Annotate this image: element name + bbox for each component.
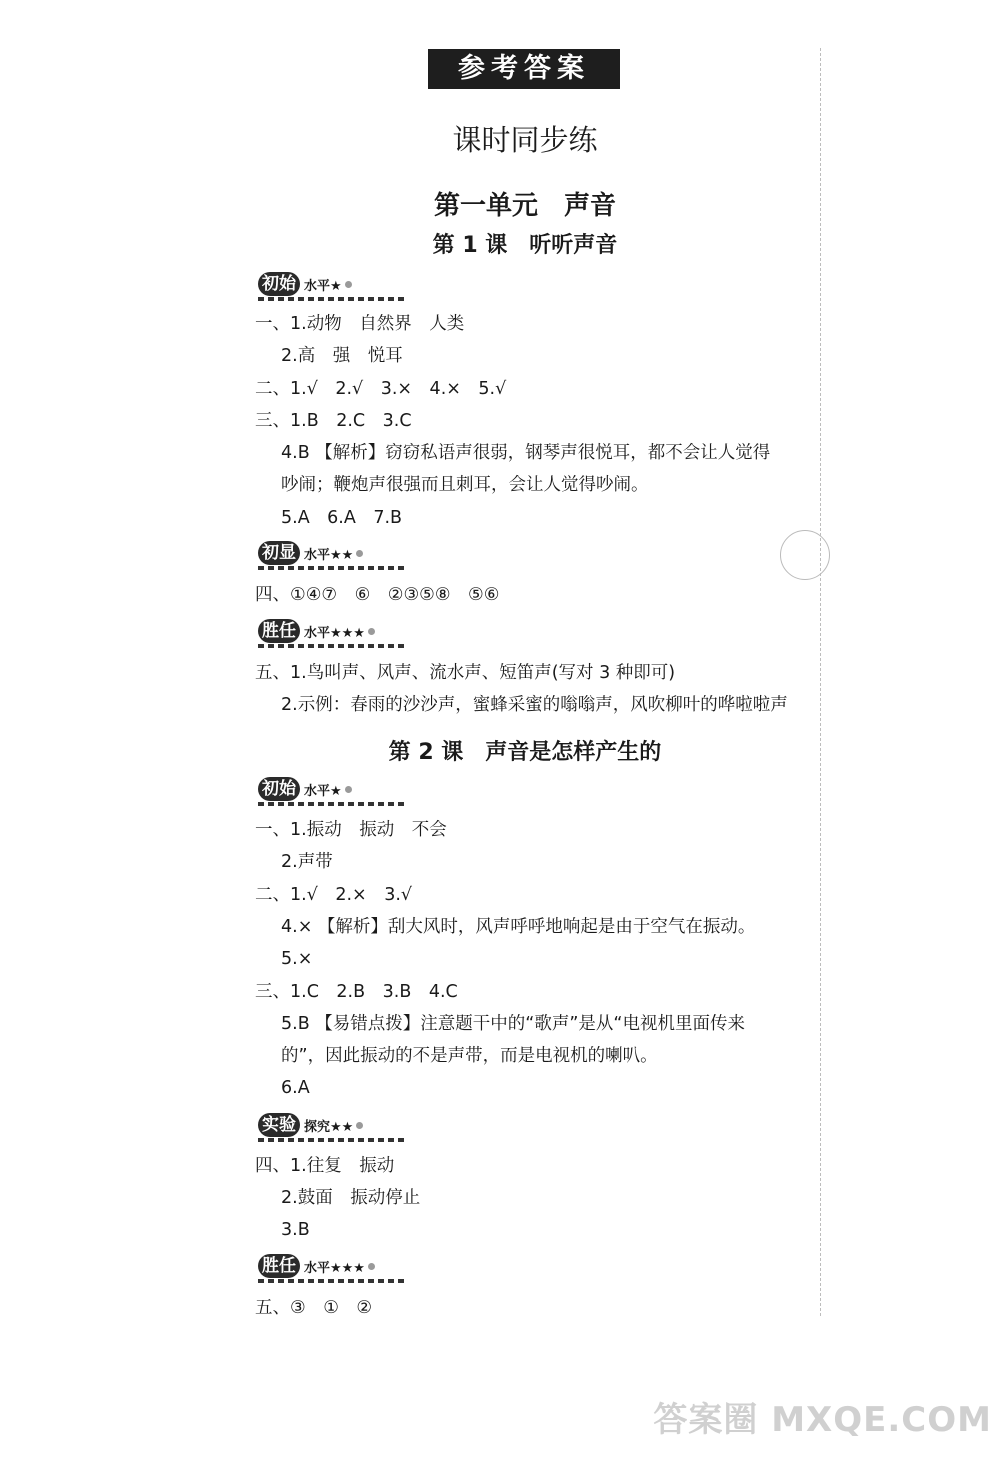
answer-line: 2.鼓面 振动停止 xyxy=(281,1188,421,1208)
badge-name: 胜任 xyxy=(258,619,300,643)
badge-underline xyxy=(258,644,408,648)
level-badge xyxy=(258,619,408,645)
badge-underline xyxy=(258,1138,408,1142)
lesson-2-title: 第 2 课 声音是怎样产生的 xyxy=(388,740,662,765)
badge-dot-icon xyxy=(356,1122,363,1129)
badge-underline xyxy=(258,802,408,806)
badge-name: 胜任 xyxy=(258,1254,300,1278)
answer-line: 五、1.鸟叫声、风声、流水声、短笛声(写对 3 种即可) xyxy=(255,663,676,683)
answer-line: 四、1.往复 振动 xyxy=(255,1156,395,1176)
answer-line: 三、1.C 2.B 3.B 4.C xyxy=(255,982,458,1002)
answer-line: 2.声带 xyxy=(281,852,333,872)
answer-line: 二、1.√ 2.× 3.√ xyxy=(255,885,413,905)
answer-line: 二、1.√ 2.√ 3.× 4.× 5.√ xyxy=(255,379,507,399)
badge-level: 探究★★ xyxy=(304,1120,354,1135)
column-divider xyxy=(820,48,821,1316)
level-badge xyxy=(258,272,408,298)
section-subtitle: 课时同步练 xyxy=(452,123,598,157)
page-title: 参考答案 xyxy=(428,49,620,89)
badge-name: 初始 xyxy=(258,777,300,801)
answer-line: 2.示例：春雨的沙沙声，蜜蜂采蜜的嗡嗡声，风吹柳叶的哗啦啦声 xyxy=(281,695,788,715)
badge-level: 水平★★★ xyxy=(304,1261,365,1276)
answer-line: 一、1.振动 振动 不会 xyxy=(255,820,447,840)
lesson-1-title: 第 1 课 听听声音 xyxy=(432,233,618,258)
answer-line: 五、③ ① ② xyxy=(255,1298,373,1318)
level-badge xyxy=(258,1254,408,1280)
level-badge xyxy=(258,777,408,803)
badge-underline xyxy=(258,1279,408,1283)
badge-underline xyxy=(258,566,408,570)
badge-level: 水平★ xyxy=(304,784,342,799)
badge-dot-icon xyxy=(356,550,363,557)
answer-line: 5.A 6.A 7.B xyxy=(281,508,403,528)
badge-dot-icon xyxy=(368,628,375,635)
badge-dot-icon xyxy=(345,786,352,793)
answer-line: 3.B xyxy=(281,1220,310,1240)
answer-line: 4.B 【解析】窃窃私语声很弱，钢琴声很悦耳，都不会让人觉得 xyxy=(281,443,771,463)
answer-line: 吵闹；鞭炮声很强而且刺耳，会让人觉得吵闹。 xyxy=(281,475,649,495)
badge-name: 初显 xyxy=(258,541,300,565)
badge-level: 水平★★ xyxy=(304,548,354,563)
answer-line: 的”，因此振动的不是声带，而是电视机的喇叭。 xyxy=(281,1046,658,1066)
answer-line: 三、1.B 2.C 3.C xyxy=(255,411,412,431)
answer-line: 4.× 【解析】刮大风时，风声呼呼地响起是由于空气在振动。 xyxy=(281,917,756,937)
stamp-seal xyxy=(780,530,830,580)
badge-name: 初始 xyxy=(258,272,300,296)
badge-level: 水平★★★ xyxy=(304,626,365,641)
answer-line: 2.高 强 悦耳 xyxy=(281,346,403,366)
level-badge xyxy=(258,541,408,567)
site-watermark: 答案圈 MXQE.COM xyxy=(653,1400,992,1440)
answer-line: 5.B 【易错点拨】注意题干中的“歌声”是从“电视机里面传来 xyxy=(281,1014,745,1034)
unit-title: 第一单元 声音 xyxy=(433,191,616,221)
badge-underline xyxy=(258,297,408,301)
level-badge xyxy=(258,1113,408,1139)
badge-name: 实验 xyxy=(258,1113,300,1137)
answer-line: 5.× xyxy=(281,949,313,969)
answer-line: 一、1.动物 自然界 人类 xyxy=(255,314,465,334)
answer-line: 四、①④⑦ ⑥ ②③⑤⑧ ⑤⑥ xyxy=(255,585,500,605)
answer-line: 6.A xyxy=(281,1078,310,1098)
badge-dot-icon xyxy=(345,281,352,288)
badge-level: 水平★ xyxy=(304,279,342,294)
badge-dot-icon xyxy=(368,1263,375,1270)
